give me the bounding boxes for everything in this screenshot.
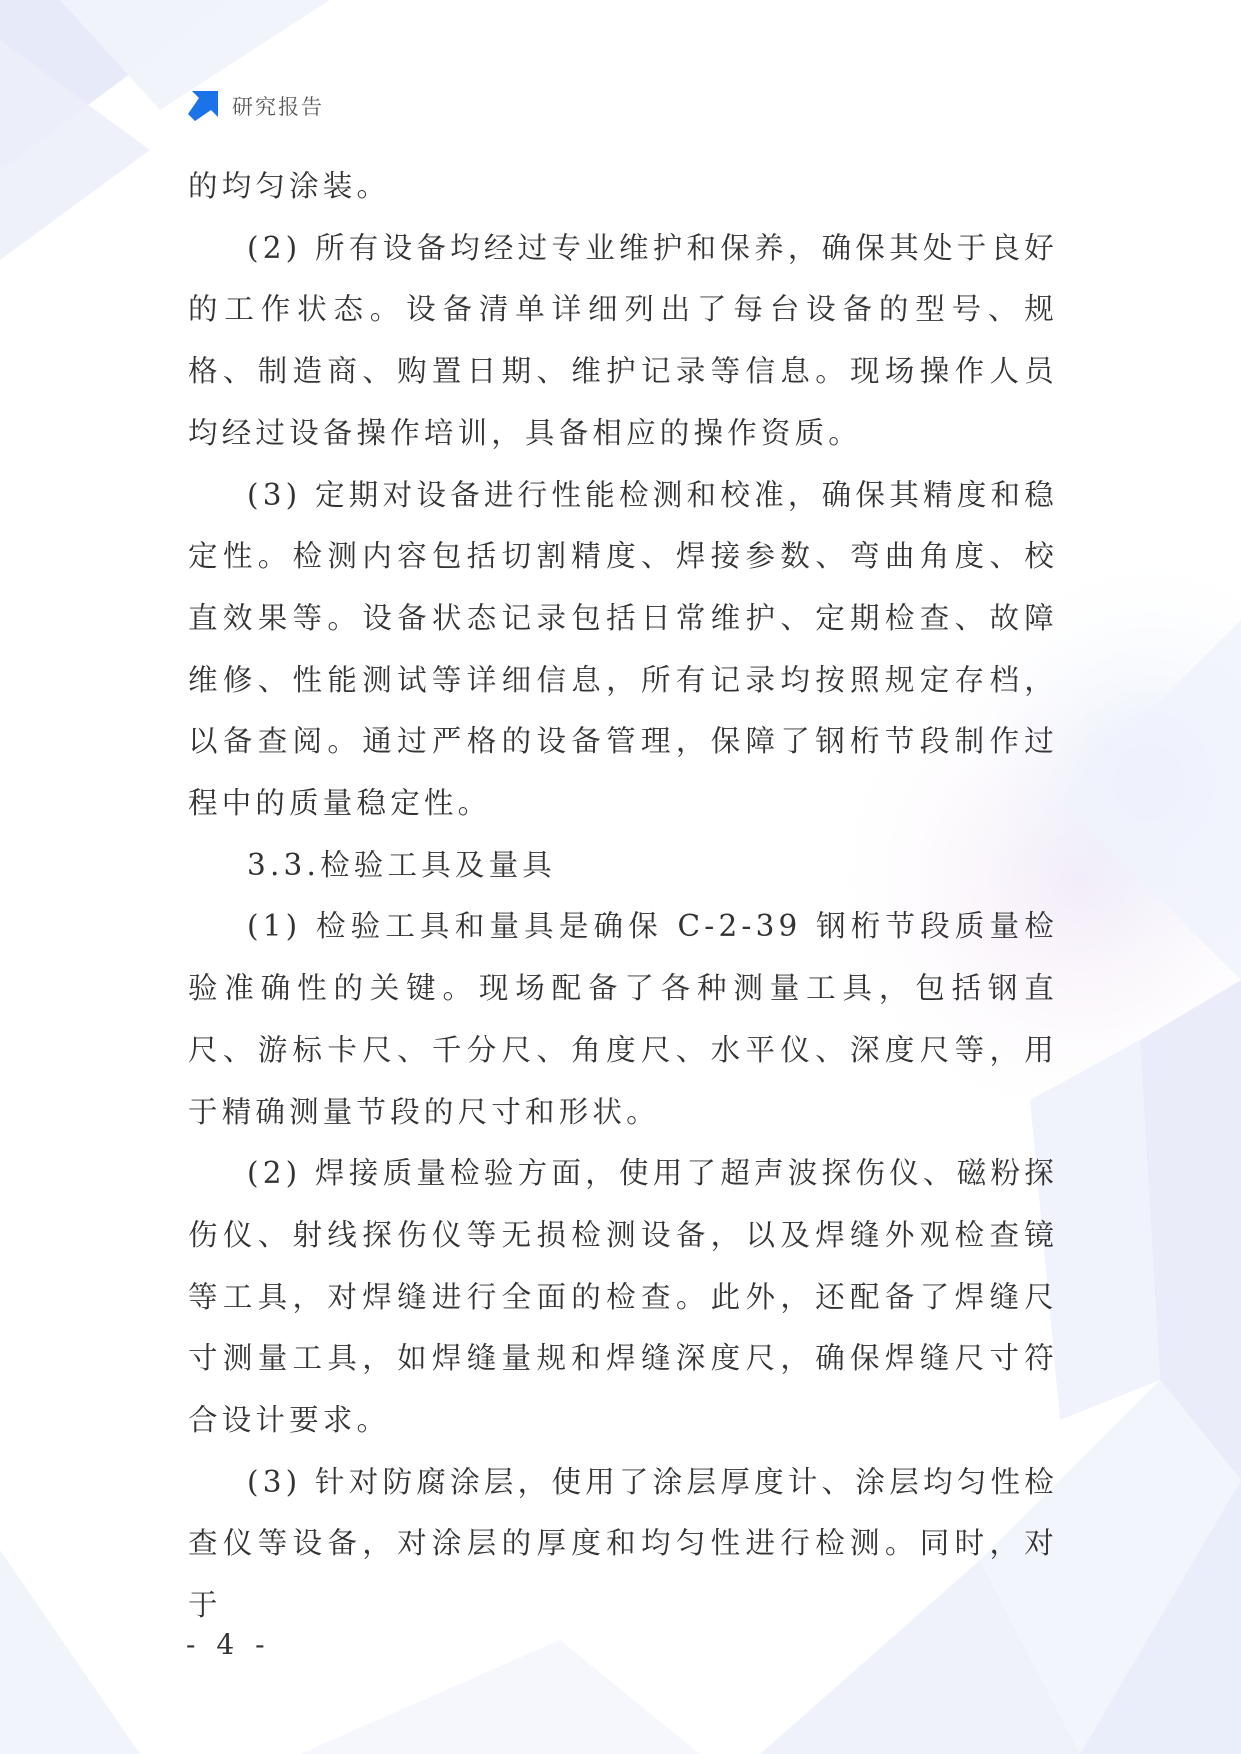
document-body <box>188 156 1058 1637</box>
section-heading: 3.3.检验工具及量具 <box>247 847 556 882</box>
paragraph-performance-testing: (3) 定期对设备进行性能检测和校准，确保其精度和稳定性。检测内容包括切割精度、焊接参数、弯曲角度、校直效果等。设备状态记录包括日常维护、定期检查、故障维修、性能测试等详细信息，所有记录均按照规定存档，以备查阅。通过严格的设备管理，保障了钢桁节段制作过程中的质量稳定性。 <box>188 477 1058 821</box>
paragraph-coating-inspection: (3) 针对防腐涂层，使用了涂层厚度计、涂层均匀性检查仪等设备，对涂层的厚度和均匀性进行检测。同时，对于 <box>188 1464 1058 1623</box>
paragraph-measuring-tools: (1) 检验工具和量具是确保 C-2-39 钢桁节段质量检验准确性的关键。现场配备了各种测量工具，包括钢直尺、游标卡尺、千分尺、角度尺、水平仪、深度尺等，用于精确测量节段的尺寸和形状。 <box>188 909 1058 1129</box>
paragraph-continuation: 的均匀涂装。 <box>188 169 391 203</box>
header-title: 研究报告 <box>232 95 324 119</box>
page-number: - 4 - <box>186 1628 271 1661</box>
paragraph-equipment-maintenance: (2) 所有设备均经过专业维护和保养，确保其处于良好的工作状态。设备清单详细列出了每台设备的型号、规格、制造商、购置日期、维护记录等信息。现场操作人员均经过设备操作培训，具备相应的操作资质。 <box>188 230 1058 450</box>
report-header <box>186 88 324 124</box>
paragraph-weld-inspection: (2) 焊接质量检验方面，使用了超声波探伤仪、磁粉探伤仪、射线探伤仪等无损检测设备，以及焊缝外观检查镜等工具，对焊缝进行全面的检查。此外，还配备了焊缝尺寸测量工具，如焊缝量规和焊缝深度尺，确保焊缝尺寸符合设计要求。 <box>188 1156 1058 1438</box>
arrow-up-right-icon <box>186 89 220 123</box>
